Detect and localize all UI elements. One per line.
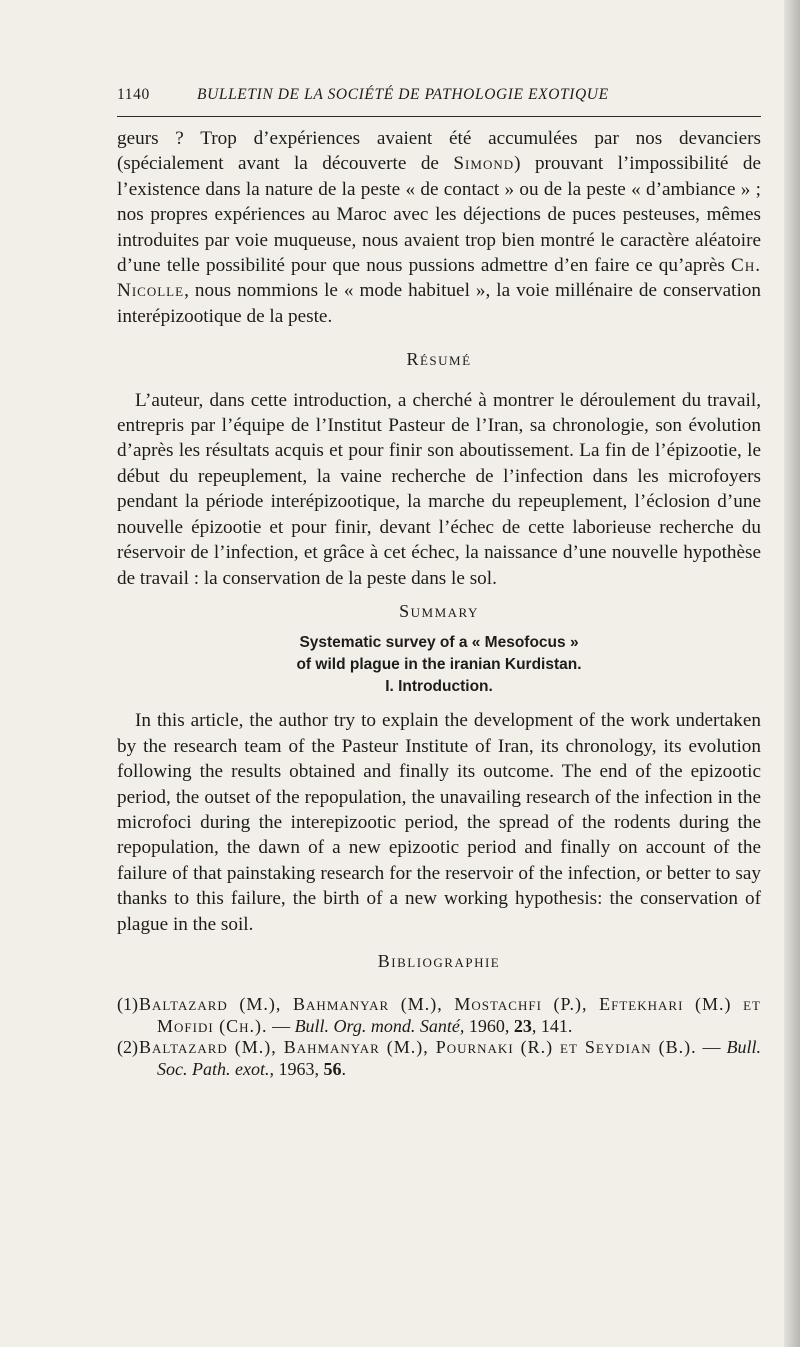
- intro-text-3: , nous nommions le « mode habituel », la voie millénaire de conservation interépizootique de la peste.: [117, 280, 761, 327]
- reference-journal: Bull. Org. mond. Santé,: [294, 1015, 465, 1036]
- intro-text-2: ) prouvant l’impossibilité de l’existence dans la nature de la peste « de contact » ou de la peste « d’ambiance » ; nos propres expériences au Maroc avec les déjections de puces pesteuses, mêmes introduites par voie muqueuse, nous avaient trop bien montré le caractère aléatoire d’une telle possibilité pour que nous pussions admettre d’en faire ce qu’après: [117, 153, 761, 277]
- reference-authors: Baltazard (M.), Bahmanyar (M.), Pournaki (R.) et Seydian (B.).: [139, 1037, 697, 1058]
- bibliography-heading: Bibliographie: [377, 950, 501, 971]
- summary-title-line-2: of wild plague in the iranian Kurdistan.: [296, 656, 582, 674]
- reference-number: (2): [117, 1037, 138, 1058]
- reference-dash: —: [696, 1037, 727, 1058]
- reference-year: 1963,: [273, 1058, 324, 1079]
- reference-item: [117, 1037, 761, 1080]
- intro-paragraph: [117, 126, 761, 329]
- page-number: 1140: [117, 86, 150, 103]
- summary-paragraph: In this article, the author try to explain the development of the work undertaken by the research team of the Pasteur Institute of Iran, its chronology, its evolution following the results obtained and finally its outcome. The end of the epizootic period, the outset of the repopulation, the unavailing research of the infection in the microfoci during the interepizootic period, the spread of the rodents during the repopulation, the dawn of a new epizootic period and finally on account of the failure of that painstaking research for the reservoir of the infection, or better to say thanks to this failure, the birth of a new working hypothesis: the conservation of plague in the soil.: [117, 710, 761, 935]
- reference-item: [117, 994, 761, 1037]
- reference-year: 1960,: [464, 1015, 514, 1036]
- reference-volume: 23: [513, 1015, 532, 1036]
- reference-list: [117, 994, 761, 1080]
- article-body: [117, 126, 761, 1080]
- summary-title: [117, 632, 761, 698]
- journal-page: [117, 86, 761, 1080]
- summary-title-line-1: Systematic survey of a « Mesofocus »: [299, 634, 579, 652]
- running-header: [117, 86, 761, 117]
- resume-heading: Résumé: [406, 349, 472, 370]
- reference-authors: Baltazard (M.), Bahmanyar (M.), Mostachfi (P.), Eftekhari (M.) et Mofidi (Ch.).: [139, 994, 761, 1036]
- reference-journal: Bull. Soc. Path. exot.,: [157, 1037, 761, 1079]
- reference-volume: 56: [323, 1058, 342, 1079]
- reference-number: (1): [117, 994, 138, 1015]
- author-nicolle: Ch. Nicolle: [117, 255, 761, 302]
- page-edge-shadow: [784, 0, 800, 1347]
- journal-title: BULLETIN DE LA SOCIÉTÉ DE PATHOLOGIE EXOTIQUE: [197, 86, 609, 103]
- intro-text-1: geurs ? Trop d’expériences avaient été accumulées par nos devanciers (spécialement avant la découverte de: [117, 128, 761, 175]
- author-simond: Simond: [453, 153, 515, 175]
- resume-paragraph: L’auteur, dans cette introduction, a cherché à montrer le déroulement du travail, entrepris par l’équipe de l’Institut Pasteur de l’Iran, sa chronologie, son évolution d’après les résultats acquis et pour finir son aboutissement. La fin de l’épizootie, le début du repeuplement, la vaine recherche de l’infection dans les microfoyers pendant la période interépizootique, la marche du repeuplement, l’éclosion d’une nouvelle épizootie et pour finir, devant l’échec de cette laborieuse recherche du réservoir de l’infection, et grâce à cet échec, la naissance d’une nouvelle hypothèse de travail : la conservation de la peste dans le sol.: [117, 389, 761, 589]
- reference-pages: .: [341, 1058, 346, 1079]
- summary-heading: Summary: [399, 600, 479, 621]
- reference-pages: , 141.: [531, 1015, 573, 1036]
- summary-title-line-3: I. Introduction.: [385, 678, 493, 696]
- reference-dash: —: [267, 1015, 295, 1036]
